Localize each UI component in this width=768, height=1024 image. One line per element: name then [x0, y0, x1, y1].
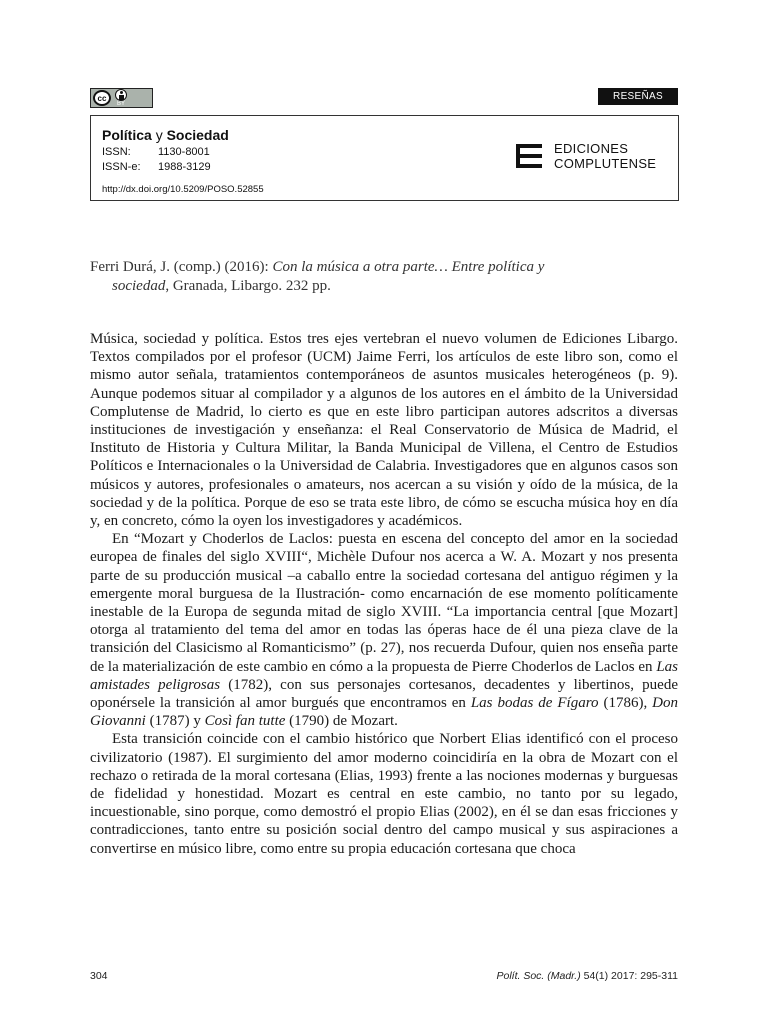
book-citation: [90, 258, 678, 296]
creative-commons-by-icon: [90, 88, 153, 108]
p2-text-d: (1787) y: [145, 713, 205, 730]
footer-reference: [496, 970, 678, 982]
footer-volume-info: 54(1) 2017: 295-311: [580, 970, 678, 982]
review-body: [90, 330, 678, 858]
publisher-logo: [516, 141, 656, 171]
section-label: RESEÑAS: [598, 88, 678, 105]
journal-title-connector: y: [155, 127, 163, 143]
cc-logo: cc: [93, 90, 111, 106]
issn-row: [102, 146, 210, 158]
citation-authors: Ferri Durá, J. (comp.) (2016):: [90, 259, 273, 275]
by-label: BY: [116, 101, 125, 107]
p2-text-c: (1786),: [598, 695, 653, 712]
p2-text-b: (1782), con sus personajes cortesanos, decadentes y libertinos, puede oponérsele la transición al amor burgués que encontramos en: [90, 676, 678, 712]
publisher-name: [554, 141, 656, 171]
publisher-line1: EDICIONES: [554, 141, 629, 156]
p2-title-giovanni: Don Giovanni: [90, 695, 678, 730]
p2-text-a: En “Mozart y Choderlos de Laclos: puesta en escena del concepto del amor en la sociedad europea de finales del siglo XVIII“, Michèle Dufour nos acerca a W. A. Mozart y nos presenta parte de su producción musical –a caballo entre la sociedad cortesana del antiguo régimen y la emergente moral burguesa de la Ilustración- como encarnación de ese momento políticamente inestable de la Europa de segunda mitad de siglo XVIII. “La importancia central [que Mozart] otorga al tratamiento del tema del amor en todas las óperas hace de él una pieza clave de la transición del Clasicismo al Romanticismo” (p. 27), nos recuerda Dufour, quien nos enseña parte de la materialización de este cambio en cómo a la propuesta de Pierre Choderlos de Laclos en: [90, 531, 678, 675]
p2-title-cosi: Così fan tutte: [204, 713, 286, 730]
paragraph-3: Esta transición coincide con el cambio histórico que Norbert Elias identificó con el proceso civilizatorio (1987). El surgimiento del amor moderno coincidiría en la obra de Mozart con el rechazo o retirada de la moral cortesana (Elias, 1993) frente a las nociones modernas y burguesas de fidelidad y honestidad. Mozart es central en este cambio, no tanto por su legado, incuestionable, sino porque, como demostró el propio Elias (2002), en él se dan esas fricciones y contradicciones, tanto entre su posición social dentro del campo musical y sus aspiraciones a convertirse en músico libre, como entre su propia educación cortesana que choca: [90, 731, 678, 857]
journal-title-part1: Política: [102, 127, 152, 143]
issne-label: ISSN-e:: [102, 161, 141, 173]
p2-text-e: (1790) de Mozart.: [285, 713, 398, 730]
page-number: 304: [90, 970, 108, 982]
ediciones-complutense-logo-icon: [516, 144, 542, 168]
issn-value: 1130-8001: [158, 146, 210, 158]
citation-publisher: , Granada, Libargo. 232 pp.: [165, 278, 331, 294]
publisher-line2: COMPLUTENSE: [554, 156, 657, 171]
by-attribution-icon: [115, 89, 127, 107]
journal-title-part2: Sociedad: [166, 127, 229, 143]
citation-title-a: Con la música a otra parte… Entre política y: [272, 259, 545, 275]
issne-row: [102, 161, 211, 173]
journal-info-box: [90, 115, 679, 201]
issn-label: ISSN:: [102, 146, 131, 158]
p2-title-bodas: Las bodas de Fígaro: [470, 695, 599, 712]
issne-value: 1988-3129: [158, 161, 211, 173]
citation-title-b: sociedad: [112, 278, 166, 294]
journal-title: [102, 127, 229, 143]
person-icon: [115, 89, 127, 101]
paragraph-2: [90, 530, 678, 730]
paragraph-1: Música, sociedad y política. Estos tres ejes vertebran el nuevo volumen de Ediciones Libargo. Textos compilados por el profesor (UCM) Jaime Ferri, los artículos de este libro son, como el mismo autor señala, tratamientos contemporáneos de asuntos musicales heterogéneos (p. 9). Aunque podemos situar al compilador y a algunos de los autores en el ámbito de la Universidad Complutense de Madrid, lo cierto es que en este libro participan autores adscritos a diversas instituciones de investigación y enseñanza: el Real Conservatorio de Música de Madrid, el Instituto de Historia y Cultura Militar, la Banda Municipal de Villena, el Centro de Estudios Políticos e Internacionales o la Universidad de Calabria. Investigadores que en algunos casos son músicos y autores, profesionales o amateurs, nos acercan a su visión y oído de la música, de la sociedad y de la política. Porque de eso se trata este libro, de cómo se escucha música hoy en día y, en concreto, cómo la oyen los investigadores y académicos.: [90, 331, 678, 530]
p2-title-amistades: Las amistades peligrosas: [90, 658, 678, 693]
doi-link[interactable]: http://dx.doi.org/10.5209/POSO.52855: [102, 184, 264, 195]
footer-journal-abbrev: Polít. Soc. (Madr.): [496, 970, 581, 982]
